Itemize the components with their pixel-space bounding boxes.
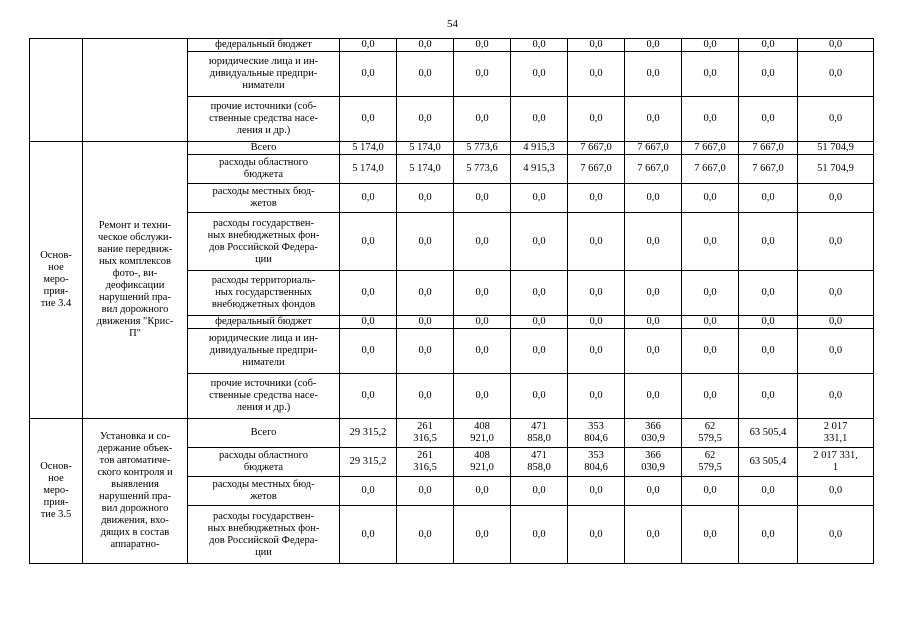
amount-cell: 7 667,0 [682,142,739,155]
funding-source-label: расходы территориаль- ных государственных внебюджетных фондов [188,271,340,316]
amount-cell: 0,0 [798,374,874,419]
amount-cell: 0,0 [397,39,454,52]
measure-code-cell: Основ- ное меро- прия- тие 3.5 [30,419,83,564]
amount-cell: 0,0 [568,271,625,316]
funding-source-label: Всего [188,419,340,448]
amount-cell: 0,0 [625,506,682,564]
amount-cell: 0,0 [511,506,568,564]
amount-cell: 0,0 [798,52,874,97]
amount-cell: 0,0 [340,271,397,316]
amount-cell: 0,0 [739,39,798,52]
amount-cell: 5 174,0 [340,155,397,184]
amount-cell: 261 316,5 [397,419,454,448]
amount-cell: 0,0 [798,271,874,316]
amount-cell: 0,0 [454,271,511,316]
amount-cell: 0,0 [340,213,397,271]
funding-source-label: расходы областного бюджета [188,155,340,184]
amount-cell: 0,0 [798,316,874,329]
amount-cell: 0,0 [682,374,739,419]
amount-cell: 0,0 [682,506,739,564]
amount-cell: 0,0 [682,316,739,329]
amount-cell: 0,0 [625,184,682,213]
amount-cell: 0,0 [511,316,568,329]
amount-cell: 5 773,6 [454,155,511,184]
amount-cell: 0,0 [511,39,568,52]
amount-cell: 0,0 [511,184,568,213]
amount-cell: 7 667,0 [625,155,682,184]
amount-cell: 0,0 [511,97,568,142]
table-row [30,142,874,155]
amount-cell: 0,0 [798,477,874,506]
amount-cell: 0,0 [625,213,682,271]
amount-cell: 5 174,0 [397,155,454,184]
amount-cell: 2 017 331, 1 [798,448,874,477]
budget-table [29,38,874,564]
amount-cell: 0,0 [340,506,397,564]
table-row [30,419,874,448]
amount-cell: 29 315,2 [340,419,397,448]
amount-cell: 0,0 [568,184,625,213]
amount-cell: 408 921,0 [454,448,511,477]
amount-cell: 0,0 [739,213,798,271]
amount-cell: 0,0 [454,329,511,374]
amount-cell: 0,0 [568,316,625,329]
amount-cell: 0,0 [739,329,798,374]
amount-cell: 0,0 [739,477,798,506]
amount-cell: 0,0 [625,329,682,374]
amount-cell: 366 030,9 [625,419,682,448]
amount-cell: 0,0 [397,271,454,316]
amount-cell: 0,0 [739,506,798,564]
amount-cell: 7 667,0 [682,155,739,184]
funding-source-label: прочие источники (соб- ственные средства насе- ления и др.) [188,97,340,142]
funding-source-label: расходы местных бюд- жетов [188,477,340,506]
amount-cell: 0,0 [568,97,625,142]
amount-cell: 62 579,5 [682,448,739,477]
funding-source-label: федеральный бюджет [188,39,340,52]
amount-cell: 0,0 [625,97,682,142]
amount-cell: 0,0 [454,374,511,419]
amount-cell: 0,0 [568,374,625,419]
amount-cell: 0,0 [511,477,568,506]
amount-cell: 0,0 [625,39,682,52]
amount-cell: 51 704,9 [798,155,874,184]
amount-cell: 0,0 [798,213,874,271]
amount-cell: 0,0 [511,213,568,271]
amount-cell: 0,0 [625,316,682,329]
amount-cell: 0,0 [568,329,625,374]
amount-cell: 0,0 [682,329,739,374]
amount-cell: 0,0 [454,39,511,52]
amount-cell: 63 505,4 [739,448,798,477]
amount-cell: 353 804,6 [568,419,625,448]
amount-cell: 0,0 [568,477,625,506]
amount-cell: 7 667,0 [739,142,798,155]
amount-cell: 0,0 [739,271,798,316]
amount-cell: 0,0 [739,316,798,329]
amount-cell: 0,0 [739,374,798,419]
amount-cell: 0,0 [568,506,625,564]
measure-title-cell [83,39,188,142]
table-row [30,39,874,52]
amount-cell: 0,0 [340,316,397,329]
amount-cell: 0,0 [340,184,397,213]
amount-cell: 0,0 [739,52,798,97]
amount-cell: 0,0 [454,184,511,213]
amount-cell: 29 315,2 [340,448,397,477]
amount-cell: 0,0 [511,374,568,419]
amount-cell: 0,0 [397,52,454,97]
measure-code-cell [30,39,83,142]
amount-cell: 0,0 [739,184,798,213]
amount-cell: 0,0 [511,329,568,374]
measure-title-cell: Установка и со- держание объек- тов автоматиче- ского контроля и выявления нарушений пра- вил дорожного движения, вхо- дящих в состав аппаратно- [83,419,188,564]
amount-cell: 4 915,3 [511,142,568,155]
amount-cell: 0,0 [397,329,454,374]
amount-cell: 7 667,0 [568,142,625,155]
funding-source-label: юридические лица и ин- дивидуальные предпри- ниматели [188,52,340,97]
amount-cell: 0,0 [340,477,397,506]
amount-cell: 0,0 [739,97,798,142]
measure-code-cell: Основ- ное меро- прия- тие 3.4 [30,142,83,419]
amount-cell: 0,0 [397,374,454,419]
amount-cell: 0,0 [625,271,682,316]
amount-cell: 0,0 [798,329,874,374]
amount-cell: 0,0 [682,213,739,271]
amount-cell: 0,0 [340,97,397,142]
amount-cell: 0,0 [682,477,739,506]
amount-cell: 0,0 [798,184,874,213]
amount-cell: 353 804,6 [568,448,625,477]
amount-cell: 0,0 [511,52,568,97]
amount-cell: 5 174,0 [397,142,454,155]
measure-title-cell: Ремонт и техни- ческое обслужи- вание передвиж- ных комплексов фото-, ви- деофиксации нарушений пра- вил дорожного движения "Крис- П" [83,142,188,419]
amount-cell: 0,0 [798,506,874,564]
amount-cell: 0,0 [682,184,739,213]
amount-cell: 0,0 [568,39,625,52]
amount-cell: 0,0 [397,184,454,213]
funding-source-label: расходы местных бюд- жетов [188,184,340,213]
amount-cell: 5 773,6 [454,142,511,155]
amount-cell: 471 858,0 [511,419,568,448]
amount-cell: 0,0 [454,477,511,506]
amount-cell: 471 858,0 [511,448,568,477]
funding-source-label: расходы областного бюджета [188,448,340,477]
amount-cell: 0,0 [340,52,397,97]
amount-cell: 51 704,9 [798,142,874,155]
amount-cell: 0,0 [625,477,682,506]
funding-source-label: юридические лица и ин- дивидуальные предпри- ниматели [188,329,340,374]
amount-cell: 0,0 [682,52,739,97]
amount-cell: 0,0 [798,97,874,142]
amount-cell: 7 667,0 [739,155,798,184]
amount-cell: 408 921,0 [454,419,511,448]
amount-cell: 0,0 [511,271,568,316]
amount-cell: 0,0 [454,52,511,97]
amount-cell: 4 915,3 [511,155,568,184]
amount-cell: 0,0 [568,213,625,271]
amount-cell: 0,0 [625,52,682,97]
amount-cell: 0,0 [625,374,682,419]
funding-source-label: расходы государствен- ных внебюджетных фон- дов Российской Федера- ции [188,213,340,271]
amount-cell: 0,0 [397,506,454,564]
amount-cell: 5 174,0 [340,142,397,155]
page-number: 54 [447,18,458,30]
amount-cell: 0,0 [397,213,454,271]
amount-cell: 2 017 331,1 [798,419,874,448]
amount-cell: 0,0 [568,52,625,97]
amount-cell: 0,0 [682,97,739,142]
amount-cell: 63 505,4 [739,419,798,448]
amount-cell: 0,0 [798,39,874,52]
amount-cell: 0,0 [340,39,397,52]
funding-source-label: прочие источники (соб- ственные средства насе- ления и др.) [188,374,340,419]
amount-cell: 0,0 [682,271,739,316]
amount-cell: 0,0 [397,477,454,506]
amount-cell: 62 579,5 [682,419,739,448]
amount-cell: 7 667,0 [625,142,682,155]
amount-cell: 0,0 [340,329,397,374]
funding-source-label: федеральный бюджет [188,316,340,329]
amount-cell: 366 030,9 [625,448,682,477]
amount-cell: 261 316,5 [397,448,454,477]
amount-cell: 0,0 [454,97,511,142]
amount-cell: 0,0 [454,316,511,329]
amount-cell: 7 667,0 [568,155,625,184]
amount-cell: 0,0 [397,97,454,142]
funding-source-label: Всего [188,142,340,155]
amount-cell: 0,0 [682,39,739,52]
amount-cell: 0,0 [454,213,511,271]
amount-cell: 0,0 [340,374,397,419]
amount-cell: 0,0 [454,506,511,564]
funding-source-label: расходы государствен- ных внебюджетных фон- дов Российской Федера- ции [188,506,340,564]
amount-cell: 0,0 [397,316,454,329]
